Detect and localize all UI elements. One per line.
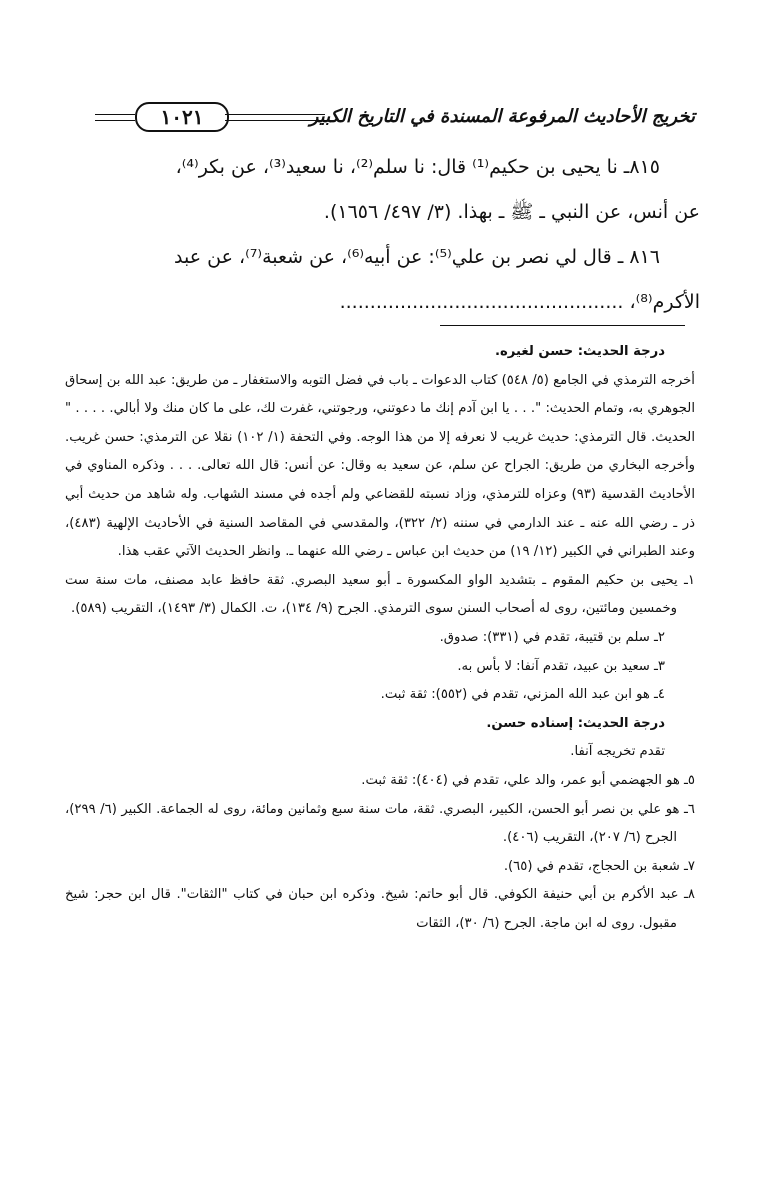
running-header <box>95 100 695 136</box>
footnote-6: ٦ـ هو علي بن نصر أبو الحسن، الكبير، البصري. ثقة، مات سنة سبع وثمانين ومائة، روى له الجماعة. الكبير (٦/ ٢٩٩)، الجرح (٦/ ٢٠٧)، التقريب (٤٠٦). <box>65 801 695 846</box>
previous-takhrij-note: تقدم تخريجه آنفا. <box>570 744 665 760</box>
header-rule-left <box>95 114 135 121</box>
footnote-5: ٥ـ هو الجهضمي أبو عمر، والد علي، تقدم في (٤٠٤): ثقة ثبت. <box>361 772 695 788</box>
hadith-815-line-2: عن أنس، عن النبي ـ ﷺ ـ بهذا. (٣/ ٤٩٧/ ١٦٥٦). <box>323 201 700 223</box>
hadith-text <box>60 145 700 325</box>
hadith-816-line-2: الأكرم⁽⁸⁾، ............................................... <box>339 291 700 313</box>
hadith-815-line-1: ٨١٥ـ نا يحيى بن حكيم⁽¹⁾ قال: نا سلم⁽²⁾، نا سعيد⁽³⁾، عن بكر⁽⁴⁾، <box>175 156 660 178</box>
hadith-grade-816: درجة الحديث: إسناده حسن. <box>486 715 665 731</box>
hadith-816-line-1: ٨١٦ ـ قال لي نصر بن علي⁽⁵⁾: عن أبيه⁽⁶⁾، عن شعبة⁽⁷⁾، عن عبد <box>174 246 660 268</box>
footnote-1: ١ـ يحيى بن حكيم المقوم ـ بتشديد الواو المكسورة ـ أبو سعيد البصري. ثقة حافظ عابد مصنف، مات سنة ست وخمسين ومائتين، روى له أصحاب السنن سوى الترمذي. الجرح (٩/ ١٣٤)، ت. الكمال (٣/ ١٤٩٣)، التقريب (٥٨٩). <box>65 572 695 617</box>
hadith-grade-815: درجة الحديث: حسن لغيره. <box>495 344 665 359</box>
footnote-7: ٧ـ شعبة بن الحجاج، تقدم في (٦٥). <box>503 858 695 874</box>
takhrij-paragraph: أخرجه الترمذي في الجامع (٥/ ٥٤٨) كتاب الدعوات ـ باب في فضل التوبه والاستغفار ـ من طريق: عبد الله بن إسحاق الجوهري به، وتمام الحديث: ". . . يا ابن آدم إنك ما دعوتني، ورجوتني، غفرت لك، على ما كان منك ولا أبالي. . . . . " الحديث. قال الترمذي: حديث غريب لا نعرفه إلا من هذا الوجه. وفي التحفة (١/ ١٠٢) نقلا عن الترمذي: حسن غريب. وأخرجه البخاري من طريق: الجراح عن سلم، عن سعيد به وقال: عن أنس: قال الله تعالى. . . . وذكره المناوي في الأحاديث القدسية (٩٣) وعزاه للترمذي، وزاد نسبته للقضاعي ولم أجده في مسند الشهاب. وله شاهد من حديث أبي ذر ـ رضي الله عنه ـ عند الدارمي في سننه (٢/ ٣٢٢)، والمقدسي في المقاصد السنية في الأحاديث الإلهية (٤٨٣)، وعند الطبراني في الكبير (١٢/ ١٩) من حديث ابن عباس ـ رضي الله عنهما ـ. وانظر الحديث الآتي عقب هذا. <box>65 372 696 560</box>
footnote-divider <box>440 325 685 326</box>
footnote-2: ٢ـ سلم بن قتيبة، تقدم في (٣٣١): صدوق. <box>439 629 665 645</box>
book-title: تخريج الأحاديث المرفوعة المسندة في التاريخ الكبير <box>309 106 695 127</box>
footnotes <box>65 338 695 938</box>
footnote-4: ٤ـ هو ابن عبد الله المزني، تقدم في (٥٥٢): ثقة ثبت. <box>380 687 665 703</box>
footnote-8: ٨ـ عبد الأكرم بن أبي حنيفة الكوفي. قال أبو حاتم: شيخ. وذكره ابن حبان في كتاب "الثقات". قال ابن حجر: شيخ مقبول. روى له ابن ماجة. الجرح (٦/ ٣٠)، الثقات <box>65 887 695 931</box>
page-number: ١٠٢١ <box>135 102 229 132</box>
footnote-3: ٣ـ سعيد بن عبيد، تقدم آنفا: لا بأس به. <box>457 658 665 674</box>
